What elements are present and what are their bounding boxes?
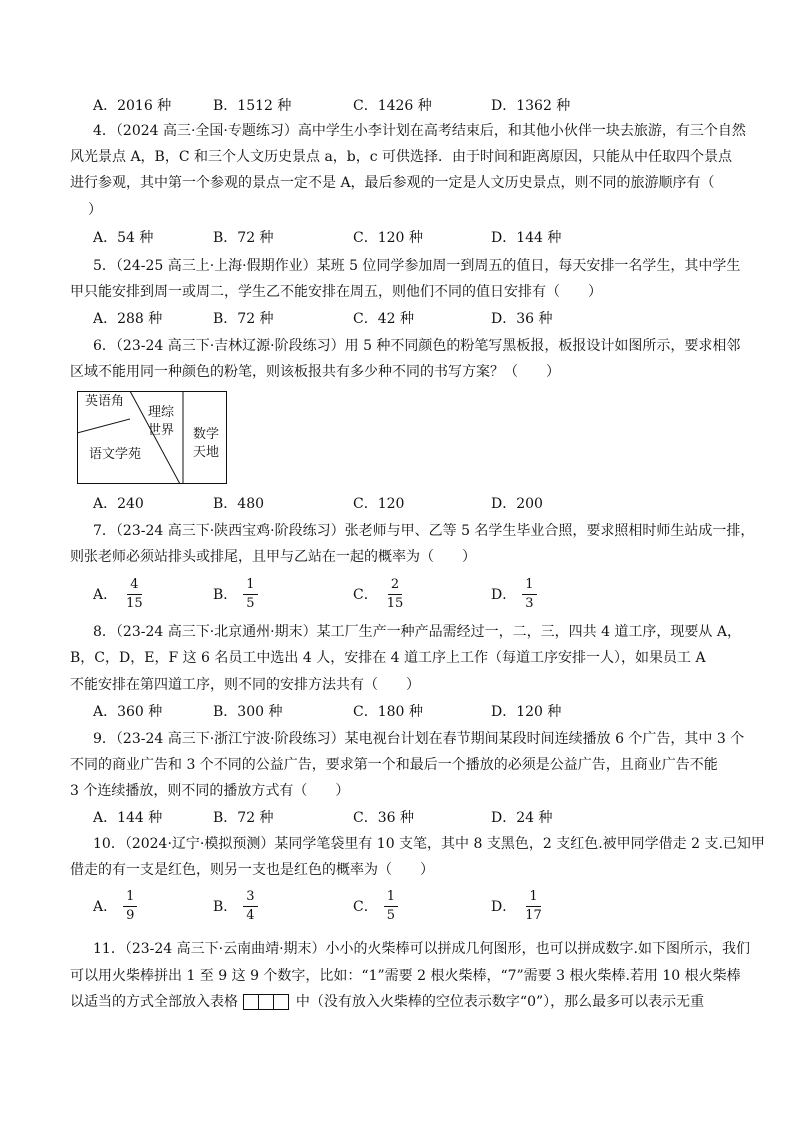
- q10-option-c[interactable]: [353, 884, 398, 928]
- q5-options: [93, 309, 713, 329]
- q6-stem-line-2: 区域不能用同一种颜色的粉笔，则该板报共有多少种不同的书写方案？（ ）: [70, 364, 560, 380]
- q7-option-b-denominator: 5: [246, 595, 255, 611]
- q9-option-c[interactable]: C．36 种: [353, 810, 414, 826]
- q10-option-a-label: A．: [93, 899, 118, 915]
- q7-option-d-label: D．: [491, 587, 517, 603]
- q4-stem-line-2: 风光景点 A，B，C 和三个人文历史景点 a，b，c 可供选择．由于时间和距离原因，只能从中任取四个景点: [70, 149, 733, 165]
- q4-option-b[interactable]: B．72 种: [213, 230, 274, 246]
- q7-option-d-numerator: 1: [522, 576, 536, 595]
- q10-option-b-denominator: 4: [246, 907, 255, 923]
- q9-stem-line-3: 3 个连续播放，则不同的播放方式有（ ）: [70, 783, 350, 799]
- q4-option-a[interactable]: A．54 种: [93, 230, 154, 246]
- q8-option-c[interactable]: C．180 种: [353, 704, 423, 720]
- q6-option-b[interactable]: B．480: [213, 496, 265, 512]
- q4-options: [93, 228, 713, 248]
- q10-option-a-numerator: 1: [123, 888, 137, 907]
- q7-option-b[interactable]: [213, 572, 258, 616]
- q11-stem-line-3: [70, 992, 704, 1012]
- q4-stem-line-1: 4．（2024 高三·全国·专题练习）高中学生小李计划在高考结束后，和其他小伙伴一块去旅游，有三个自然: [93, 123, 746, 139]
- q10-option-b[interactable]: [213, 884, 258, 928]
- q8-stem-line-2: B，C，D，E，F 这 6 名员工中选出 4 人，安排在 4 道工序上工作（每道工序安排一人），如果员工 A: [70, 650, 706, 666]
- region-chinese-garden: 语文学苑: [89, 447, 142, 462]
- q10-option-c-fraction: [384, 888, 398, 925]
- q10-option-a-fraction: [123, 888, 137, 925]
- q7-stem-line-2: 则张老师必须站排头或排尾，且甲与乙站在一起的概率为（ ）: [70, 549, 476, 565]
- q8-options: [93, 702, 713, 722]
- q4-stem-line-3: 进行参观，其中第一个参观的景点一定不是 A，最后参观的一定是人文历史景点，则不同的旅游顺序有（: [70, 175, 715, 191]
- q10-option-a-denominator: 9: [126, 907, 135, 923]
- q9-stem-line-1: 9．（23-24 高三下·浙江宁波·阶段练习）某电视台计划在春节期间某段时间连续播放 6 个广告，其中 3 个: [93, 731, 745, 747]
- q5-option-a[interactable]: A．288 种: [93, 311, 163, 327]
- q6-option-c[interactable]: C．120: [353, 496, 405, 512]
- q6-options: [93, 494, 713, 514]
- q7-stem-line-1: 7．（23-24 高三下·陕西宝鸡·阶段练习）张老师与甲、乙等 5 名学生毕业合照，要求照相时师生站成一排，: [93, 523, 755, 539]
- q10-option-d-fraction: [522, 888, 545, 925]
- q7-option-c[interactable]: [353, 572, 406, 616]
- blank-box-1: [243, 994, 259, 1010]
- q10-option-c-numerator: 1: [384, 888, 398, 907]
- q3-option-d[interactable]: D．1362 种: [491, 98, 571, 114]
- q11-stem-line-2: 可以用火柴棒拼出 1 至 9 这 9 个数字，比如：“1”需要 2 根火柴棒，“7”需要 3 根火柴棒.若用 10 根火柴棒: [70, 968, 741, 984]
- q9-option-d[interactable]: D．24 种: [491, 810, 553, 826]
- q10-option-d-denominator: 17: [525, 907, 542, 923]
- q7-option-a-denominator: 15: [126, 595, 143, 611]
- q7-option-d-denominator: 3: [525, 595, 534, 611]
- q4-option-d[interactable]: D．144 种: [491, 230, 562, 246]
- q9-option-b[interactable]: B．72 种: [213, 810, 274, 826]
- q10-option-a[interactable]: [93, 884, 137, 928]
- q8-option-d[interactable]: D．120 种: [491, 704, 562, 720]
- q7-option-a-fraction: [123, 576, 146, 613]
- q7-option-b-numerator: 1: [243, 576, 257, 595]
- q9-option-a[interactable]: A．144 种: [93, 810, 163, 826]
- q10-stem-line-2: 借走的有一支是红色，则另一支也是红色的概率为（ ）: [70, 862, 434, 878]
- q10-stem-line-1: 10．（2024·辽宁·模拟预测）某同学笔袋里有 10 支笔，其中 8 支黑色，2 支红色.被甲同学借走 2 支.已知甲: [93, 836, 765, 852]
- blank-box-3: [273, 994, 289, 1010]
- q6-option-a[interactable]: A．240: [93, 496, 144, 512]
- q10-option-b-label: B．: [213, 899, 238, 915]
- blank-box-2: [258, 994, 274, 1010]
- region-math-line-2: 天地: [193, 445, 220, 460]
- q9-options: [93, 808, 713, 828]
- q3-option-c[interactable]: C．1426 种: [353, 98, 432, 114]
- q11-line-3-before: 以适当的方式全部放入表格: [70, 994, 238, 1010]
- q10-option-d-label: D．: [491, 899, 517, 915]
- q5-option-b[interactable]: B．72 种: [213, 311, 274, 327]
- q8-stem-line-3: 不能安排在第四道工序，则不同的安排方法共有（ ）: [70, 677, 420, 693]
- region-math-line-1: 数学: [193, 427, 220, 442]
- q5-option-d[interactable]: D．36 种: [491, 311, 553, 327]
- q6-option-d[interactable]: D．200: [491, 496, 543, 512]
- figure-left-divider: [77, 419, 130, 433]
- q11-line-3-after: 中（没有放入火柴棒的空位表示数字“0”），那么最多可以表示无重: [295, 994, 705, 1010]
- q7-option-c-denominator: 15: [386, 595, 404, 611]
- region-science-line-1: 理综: [148, 405, 175, 420]
- q7-option-a[interactable]: [93, 572, 146, 616]
- matchstick-grid-blanks: [244, 994, 289, 1010]
- region-english-corner: 英语角: [85, 394, 125, 409]
- q10-option-b-numerator: 3: [243, 888, 257, 907]
- q7-option-c-numerator: 2: [388, 576, 402, 595]
- q5-option-c[interactable]: C．42 种: [353, 311, 414, 327]
- q4-option-c[interactable]: C．120 种: [353, 230, 423, 246]
- q7-options: [93, 572, 713, 616]
- q4-stem-line-4: ）: [88, 202, 102, 218]
- q7-option-c-fraction: [384, 576, 407, 613]
- q10-option-b-fraction: [243, 888, 257, 925]
- q7-option-b-fraction: [243, 576, 257, 613]
- q10-option-c-label: C．: [353, 899, 378, 915]
- q3-option-b[interactable]: B．1512 种: [213, 98, 292, 114]
- q3-options: [93, 96, 713, 116]
- region-science-line-2: 世界: [148, 423, 175, 438]
- q7-option-a-label: A．: [93, 587, 118, 603]
- q10-options: [93, 884, 713, 928]
- q8-option-a[interactable]: A．360 种: [93, 704, 163, 720]
- q7-option-b-label: B．: [213, 587, 238, 603]
- blackboard-layout-figure: [77, 391, 227, 484]
- q3-option-a[interactable]: A．2016 种: [93, 98, 172, 114]
- q10-option-d[interactable]: [491, 884, 545, 928]
- q7-option-d-fraction: [522, 576, 536, 613]
- q10-option-c-denominator: 5: [386, 907, 395, 923]
- q8-option-b[interactable]: B．300 种: [213, 704, 283, 720]
- q8-stem-line-1: 8．（23-24 高三下·北京通州·期末）某工厂生产一种产品需经过一，二，三，四共 4 道工序，现要从 A，: [93, 624, 741, 640]
- q5-stem-line-2: 甲只能安排到周一或周二，学生乙不能安排在周五，则他们不同的值日安排有（ ）: [70, 284, 602, 300]
- q9-stem-line-2: 不同的商业广告和 3 个不同的公益广告，要求第一个和最后一个播放的必须是公益广告，且商业广告不能: [70, 757, 718, 773]
- q10-option-d-numerator: 1: [526, 888, 540, 907]
- q7-option-c-label: C．: [353, 587, 378, 603]
- q7-option-d[interactable]: [491, 572, 537, 616]
- q5-stem-line-1: 5．（24-25 高三上·上海·假期作业）某班 5 位同学参加周一到周五的值日，每天安排一名学生，其中学生: [93, 258, 741, 274]
- q11-stem-line-1: 11．（23-24 高三下·云南曲靖·期末）小小的火柴棒可以拼成几何图形，也可以拼成数字.如下图所示，我们: [93, 941, 750, 957]
- q7-option-a-numerator: 4: [127, 576, 141, 595]
- q6-stem-line-1: 6．（23-24 高三下·吉林辽源·阶段练习）用 5 种不同颜色的粉笔写黑板报，板报设计如图所示，要求相邻: [93, 338, 741, 354]
